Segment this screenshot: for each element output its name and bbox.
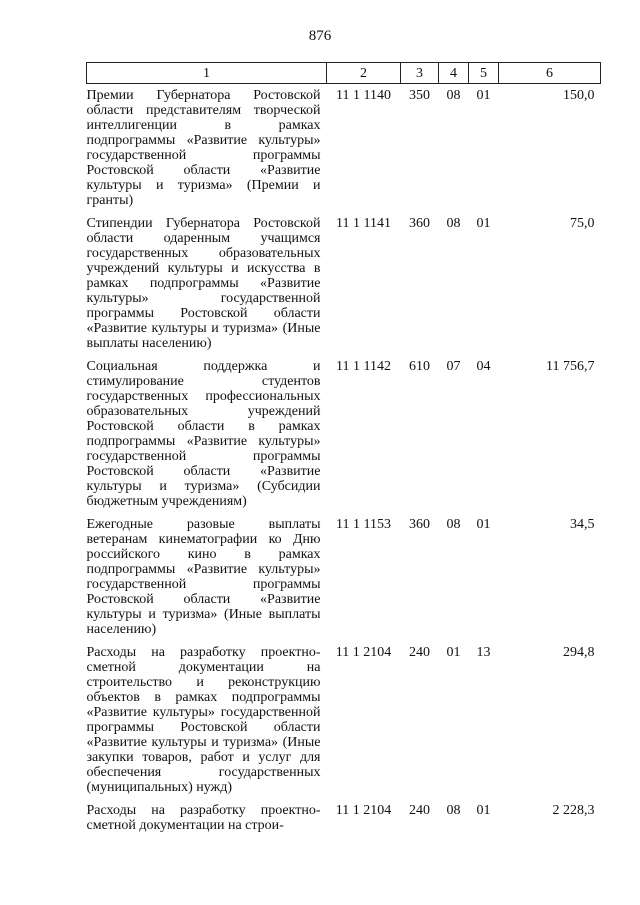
table-body (87, 84, 601, 838)
row-description: Ежегодные разовые выплаты ветеранам кинематографии ко Дню российского кино в рамках подпрограммы «Развитие культуры» государственной программы Ростовской области «Развитие культуры и туризма» (Иные выплаты населению) (86, 517, 321, 637)
row-target-code: 11 1 2104 (335, 803, 392, 818)
header-col-2: 2 (327, 63, 401, 84)
header-col-6: 6 (499, 63, 601, 84)
table-header (87, 63, 601, 84)
row-description: Премии Губернатора Ростовской области представителям творческой интеллигенции в рамках подпрограммы «Развитие культуры» государственной программы Ростовской области «Развитие культуры и туризма» (Премии и гранты) (86, 88, 321, 208)
row-expense-type: 240 (409, 803, 430, 818)
row-expense-type: 240 (409, 645, 430, 660)
row-target-code: 11 1 2104 (335, 645, 392, 660)
header-row (87, 63, 601, 84)
row-subsection: 13 (476, 645, 491, 660)
table-row (87, 212, 601, 355)
row-amount: 150,0 (563, 88, 595, 103)
header-col-4: 4 (439, 63, 469, 84)
header-col-1: 1 (87, 63, 327, 84)
row-subsection: 01 (476, 803, 491, 818)
row-amount: 2 228,3 (552, 803, 595, 818)
row-target-code: 11 1 1153 (336, 517, 391, 532)
row-target-code: 11 1 1140 (336, 88, 391, 103)
page-number: 876 (308, 28, 332, 44)
row-section: 08 (446, 517, 461, 532)
row-amount: 11 756,7 (546, 359, 595, 374)
row-description: Стипендии Губернатора Ростовской области одаренным учащимся государственных образовательных учреждений культуры и искусства в рамках подпрограммы «Развитие культуры» государственной программы Ростовской области «Развитие культуры и туризма» (Иные выплаты населению) (86, 216, 321, 351)
row-expense-type: 350 (409, 88, 430, 103)
table-row (87, 355, 601, 513)
table-row (87, 641, 601, 799)
row-amount: 294,8 (563, 645, 595, 660)
header-col-5: 5 (469, 63, 499, 84)
table-row (87, 513, 601, 641)
row-section: 08 (446, 803, 461, 818)
row-subsection: 04 (476, 359, 491, 374)
row-subsection: 01 (476, 517, 491, 532)
row-amount: 75,0 (570, 216, 595, 231)
table-row (87, 84, 601, 213)
row-subsection: 01 (476, 88, 491, 103)
row-section: 07 (446, 359, 461, 374)
row-section: 08 (446, 216, 461, 231)
header-col-3: 3 (401, 63, 439, 84)
row-subsection: 01 (476, 216, 491, 231)
row-amount: 34,5 (570, 517, 595, 532)
row-description: Расходы на разработку проектно-сметной документации на строи- (86, 803, 321, 833)
row-expense-type: 360 (409, 216, 430, 231)
row-expense-type: 360 (409, 517, 430, 532)
row-description: Социальная поддержка и стимулирование студентов государственных профессиональных образовательных учреждений Ростовской области в рамках подпрограммы «Развитие культуры» государственной программы Ростовской области «Развитие культуры и туризма» (Субсидии бюджетным учреждениям) (86, 359, 321, 509)
row-section: 08 (446, 88, 461, 103)
table-row (87, 799, 601, 837)
row-description: Расходы на разработку проектно-сметной документации на строительство и реконструкцию объектов в рамках подпрограммы «Развитие культуры» государственной программы Ростовской области «Развитие культуры и туризма» (Иные закупки товаров, работ и услуг для обеспечения государственных (муниципальных) нужд) (86, 645, 321, 795)
row-target-code: 11 1 1142 (336, 359, 391, 374)
row-expense-type: 610 (409, 359, 430, 374)
row-section: 01 (446, 645, 461, 660)
row-target-code: 11 1 1141 (336, 216, 391, 231)
budget-table (86, 62, 601, 837)
